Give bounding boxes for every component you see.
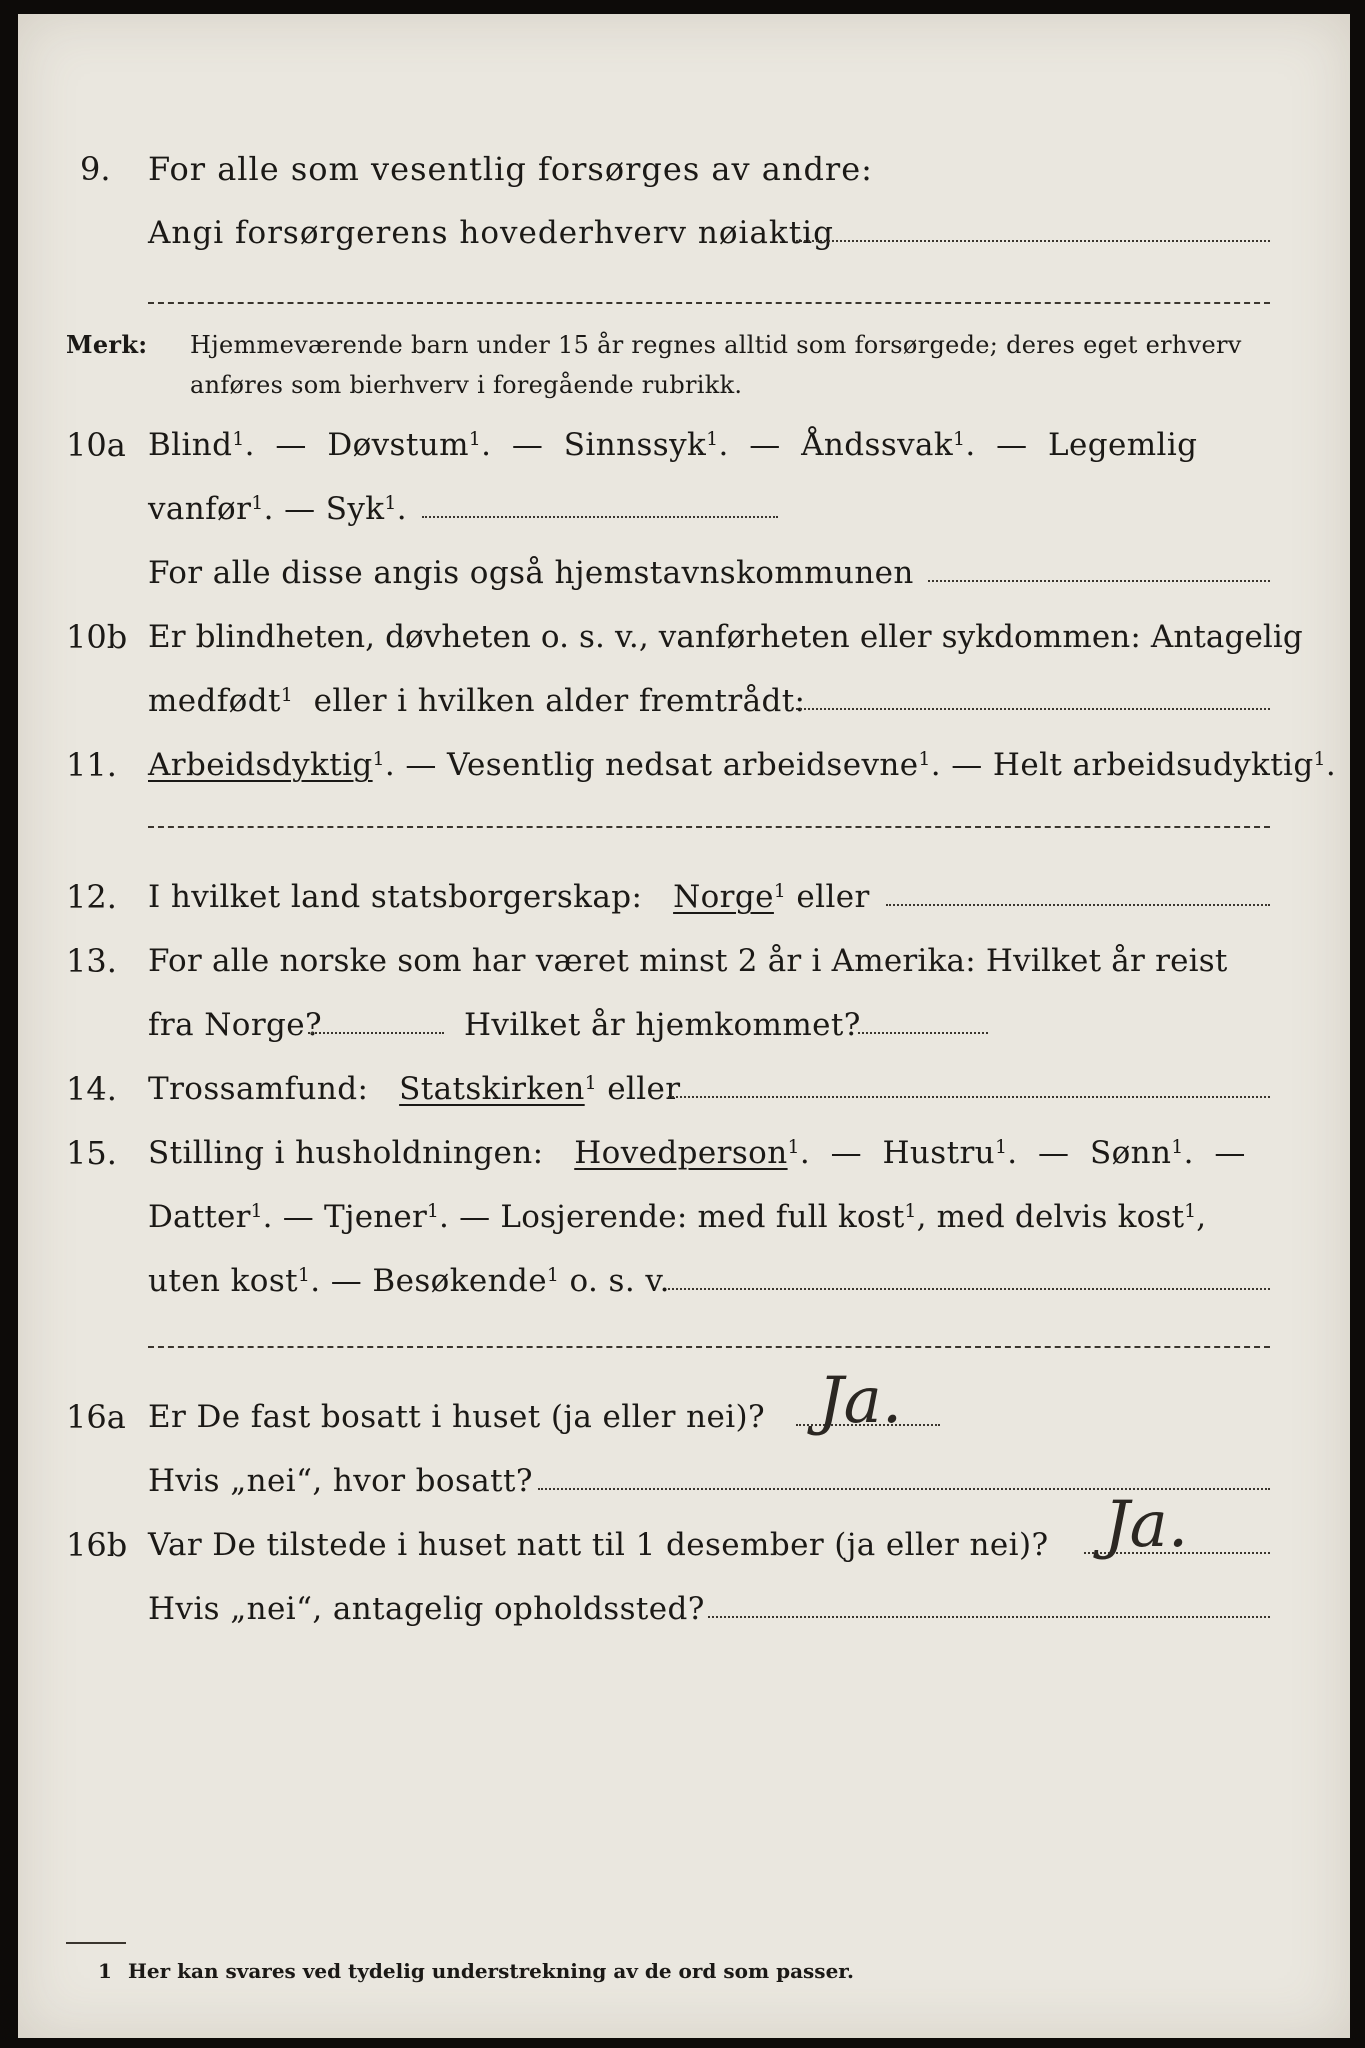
q10b-number: 10b bbox=[66, 618, 128, 656]
opt-udyktig[interactable]: Helt arbeidsudyktig bbox=[992, 747, 1314, 783]
q16a-question: Er De fast bosatt i huset (ja eller nei)? bbox=[148, 1399, 766, 1435]
q15-line3: uten kost$^1$. — Besøkende$^1$ o. s. v. bbox=[148, 1263, 670, 1299]
q14-line: Trossamfund: Statskirken$^1$ eller bbox=[148, 1071, 681, 1107]
q15-number: 15. bbox=[66, 1134, 117, 1172]
opt-blind[interactable]: Blind bbox=[148, 427, 233, 463]
footnote-divider bbox=[66, 1942, 126, 1944]
q14-eller: eller bbox=[607, 1071, 681, 1107]
q10a-line3: For alle disse angis også hjemstavnskommunen bbox=[148, 555, 914, 591]
q10a-line2: vanfør$^1$. — Syk$^1$. bbox=[148, 491, 407, 527]
opt-statskirken[interactable]: Statskirken bbox=[399, 1071, 585, 1107]
q16b-followup: Hvis „nei“, antagelig opholdssted? bbox=[148, 1591, 705, 1627]
q11-number: 11. bbox=[66, 746, 117, 784]
q11-extra-line[interactable] bbox=[148, 826, 1270, 828]
opt-hustru[interactable]: Hustru bbox=[882, 1135, 996, 1171]
opt-norge[interactable]: Norge bbox=[673, 879, 774, 915]
q15-line1: Stilling i husholdningen: Hovedperson$^1$. — Hustru$^1$. — Sønn$^1$. — bbox=[148, 1135, 1246, 1171]
q12-eller: eller bbox=[796, 879, 870, 915]
q9-extra-answer-line[interactable] bbox=[148, 302, 1270, 304]
q15-extra-line[interactable] bbox=[148, 1346, 1270, 1348]
q10b-line1: Er blindheten, døvheten o. s. v., vanførheten eller sykdommen: Antagelig bbox=[148, 619, 1303, 655]
merk-line1: Hjemmeværende barn under 15 år regnes alltid som forsørgede; deres eget erhverv bbox=[190, 331, 1242, 359]
opt-andssvak[interactable]: Åndssvak bbox=[801, 427, 954, 463]
opt-nedsat[interactable]: Vesentlig nedsat arbeidsevne bbox=[447, 747, 919, 783]
q10a-kommune-field[interactable] bbox=[928, 580, 1270, 582]
footnote-text: Her kan svares ved tydelig understrekning av de ord som passer. bbox=[128, 1959, 854, 1983]
q10a-line1: Blind$^1$. — Døvstum$^1$. — Sinnssyk$^1$. — Åndssvak$^1$. — Legemlig bbox=[148, 427, 1198, 463]
opt-sinnssyk[interactable]: Sinnssyk bbox=[563, 427, 707, 463]
opt-arbeidsdyktig[interactable]: Arbeidsdyktig bbox=[148, 747, 373, 783]
q10b-answer-field[interactable] bbox=[796, 708, 1270, 710]
opt-medfodt[interactable]: medfødt bbox=[148, 683, 281, 719]
q15-osv: o. s. v. bbox=[569, 1263, 670, 1299]
q13-hjemkommet-field[interactable] bbox=[858, 1032, 988, 1034]
opt-losjerende-full[interactable]: Losjerende: med full kost bbox=[500, 1199, 905, 1235]
q16a-number: 16a bbox=[66, 1398, 126, 1436]
opt-delvis-kost[interactable]: med delvis kost bbox=[936, 1199, 1185, 1235]
q16b-number: 16b bbox=[66, 1526, 128, 1564]
q16a-followup: Hvis „nei“, hvor bosatt? bbox=[148, 1463, 533, 1499]
q16a-handwritten-answer: Ja. bbox=[818, 1364, 903, 1438]
q16b-opholdssted-field[interactable] bbox=[708, 1616, 1270, 1618]
opt-uten-kost[interactable]: uten kost bbox=[148, 1263, 299, 1299]
q13-line1: For alle norske som har været minst 2 år i Amerika: Hvilket år reist bbox=[148, 943, 1228, 979]
q13-reist-label: fra Norge? bbox=[148, 1007, 323, 1043]
opt-dovstum[interactable]: Døvstum bbox=[327, 427, 469, 463]
q10a-syk-field[interactable] bbox=[422, 516, 778, 518]
q12-question: I hvilket land statsborgerskap: bbox=[148, 879, 643, 915]
q11-line: Arbeidsdyktig$^1$. — Vesentlig nedsat arbeidsevne$^1$. — Helt arbeidsudyktig$^1$. bbox=[148, 747, 1337, 783]
q9-answer-field[interactable] bbox=[796, 240, 1270, 242]
opt-hovedperson[interactable]: Hovedperson bbox=[574, 1135, 788, 1171]
q14-number: 14. bbox=[66, 1070, 117, 1108]
q13-reist-field[interactable] bbox=[308, 1032, 444, 1034]
opt-datter[interactable]: Datter bbox=[148, 1199, 251, 1235]
opt-sonn[interactable]: Sønn bbox=[1089, 1135, 1172, 1171]
opt-vanfor[interactable]: vanfør bbox=[148, 491, 252, 527]
q13-number: 13. bbox=[66, 942, 117, 980]
opt-besokende[interactable]: Besøkende bbox=[372, 1263, 548, 1299]
q12-answer-field[interactable] bbox=[886, 904, 1270, 906]
q14-answer-field[interactable] bbox=[668, 1096, 1270, 1098]
q9-question: Angi forsørgerens hovederhverv nøiaktig bbox=[148, 215, 834, 251]
q10b-alder-label: eller i hvilken alder fremtrådt: bbox=[313, 683, 806, 719]
census-form-page bbox=[18, 14, 1350, 2038]
q15-line2: Datter$^1$. — Tjener$^1$. — Losjerende: med full kost$^1$, med delvis kost$^1$, bbox=[148, 1199, 1207, 1235]
merk-line2: anføres som bierhverv i foregående rubrikk. bbox=[190, 371, 743, 399]
opt-syk[interactable]: Syk bbox=[325, 491, 385, 527]
q14-label: Trossamfund: bbox=[148, 1071, 369, 1107]
q13-hjemkommet-label: Hvilket år hjemkommet? bbox=[464, 1007, 861, 1043]
merk-label: Merk: bbox=[66, 330, 148, 359]
q16b-question: Var De tilstede i huset natt til 1 desember (ja eller nei)? bbox=[148, 1527, 1049, 1563]
q9-heading: For alle som vesentlig forsørges av andre: bbox=[148, 150, 873, 188]
footnote-mark: 1 bbox=[98, 1959, 112, 1983]
q12-line: I hvilket land statsborgerskap: Norge$^1$ eller bbox=[148, 879, 870, 915]
opt-legemlig[interactable]: Legemlig bbox=[1048, 427, 1198, 463]
q16b-handwritten-answer: Ja. bbox=[1104, 1488, 1189, 1562]
q9-number: 9. bbox=[80, 150, 111, 188]
q15-label: Stilling i husholdningen: bbox=[148, 1135, 544, 1171]
q10b-line2: medfødt$^1$ eller i hvilken alder fremtrådt: bbox=[148, 683, 806, 719]
opt-tjener[interactable]: Tjener bbox=[324, 1199, 427, 1235]
q12-number: 12. bbox=[66, 878, 117, 916]
q10a-number: 10a bbox=[66, 426, 126, 464]
q15-answer-field[interactable] bbox=[668, 1288, 1270, 1290]
